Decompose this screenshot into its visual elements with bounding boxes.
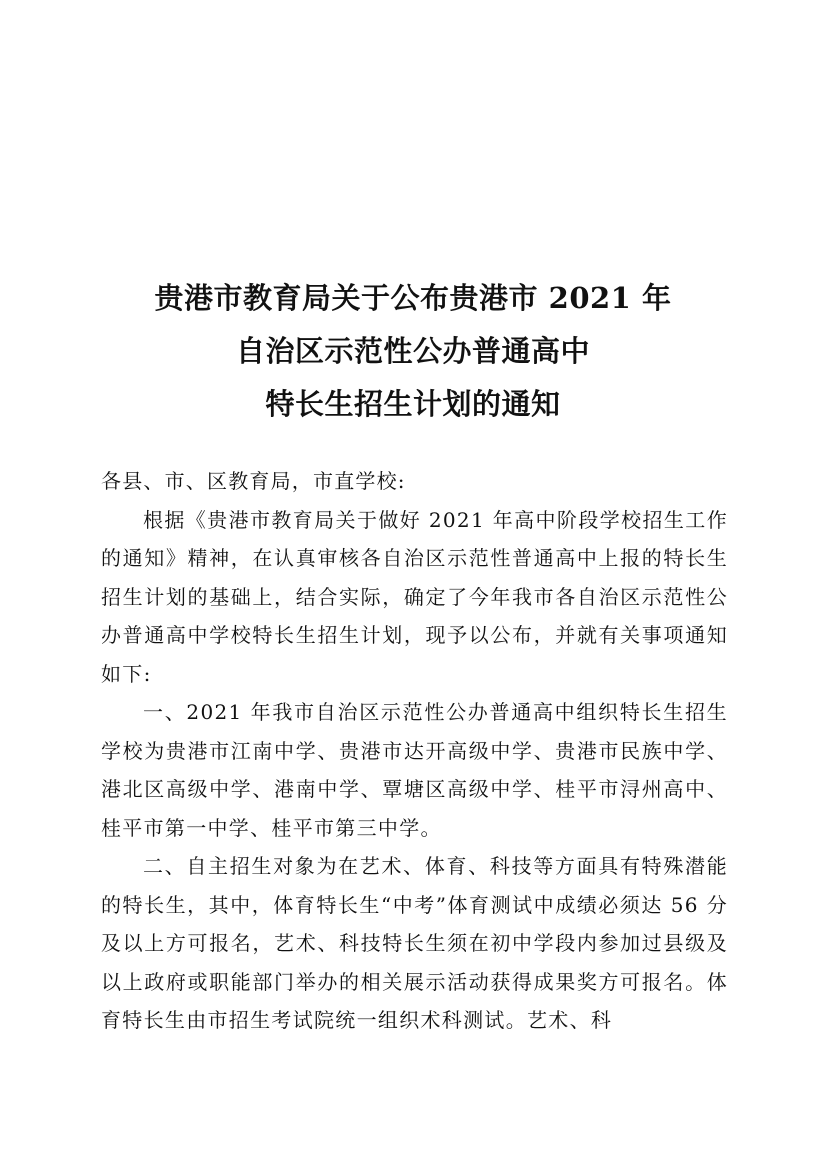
document-title <box>60 272 766 431</box>
salutation: 各县、市、区教育局，市直学校: <box>101 469 406 493</box>
paragraph-item-2: 二、自主招生对象为在艺术、体育、科技等方面具有特殊潜能的特长生，其中，体育特长生“中考”体育测试中成绩必须达 56 分及以上方可报名，艺术、科技特长生须在初中学段内参加过县级及以上政府或职能部门举办的相关展示活动获得成果奖方可报名。体育特长生由市招生考试院统一组织术科测试。艺术、科 <box>101 854 728 1032</box>
document-body <box>101 462 728 1040</box>
title-line-2: 自治区示范性公办普通高中 <box>235 334 590 368</box>
title-line-3: 特长生招生计划的通知 <box>265 387 561 421</box>
paragraph-intro: 根据《贵港市教育局关于做好 2021 年高中阶段学校招生工作的通知》精神，在认真审核各自治区示范性普通高中上报的特长生招生计划的基础上，结合实际，确定了今年我市各自治区示范性公办普通高中学校特长生招生计划，现予以公布，并就有关事项通知如下: <box>101 507 728 686</box>
title-line-1: 贵港市教育局关于公布贵港市 2021 年 <box>154 281 672 315</box>
paragraph-item-1: 一、2021 年我市自治区示范性公办普通高中组织特长生招生学校为贵港市江南中学、贵港市达开高级中学、贵港市民族中学、港北区高级中学、港南中学、覃塘区高级中学、桂平市浔州高中、桂平市第一中学、桂平市第三中学。 <box>101 700 728 840</box>
